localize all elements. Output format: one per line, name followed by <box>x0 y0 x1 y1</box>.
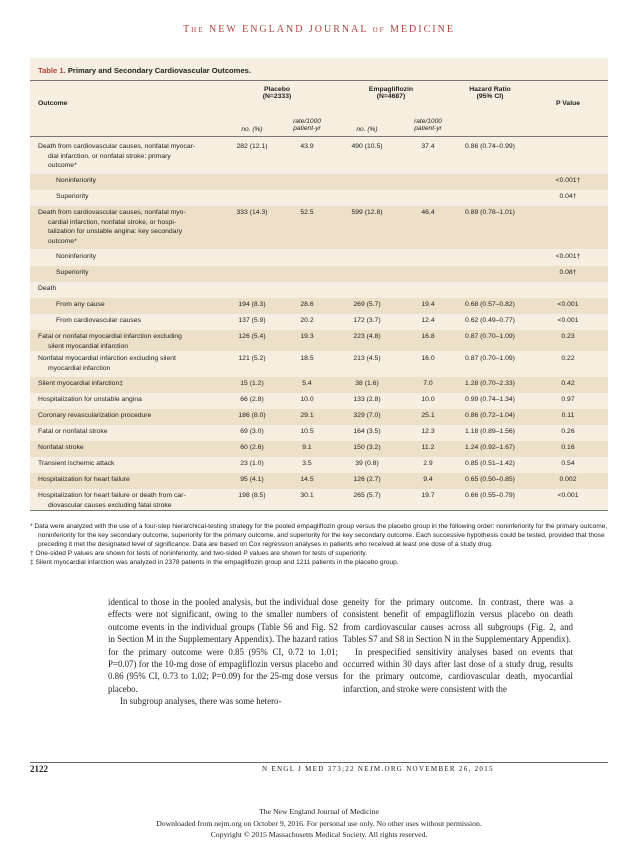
sub-empa-rate: rate/1000 patient-yr <box>414 118 442 132</box>
cell-empa-count: 269 (5.7) <box>353 301 381 308</box>
row-label: From cardiovascular causes <box>56 317 141 324</box>
cell-empa-rate: 7.0 <box>423 380 433 387</box>
cell-placebo-count: 121 (5.2) <box>238 355 266 362</box>
row-label: Death <box>38 285 57 292</box>
cell-hazard-ratio: 0.65 (0.50–0.85) <box>465 476 515 483</box>
cell-placebo-rate: 20.2 <box>300 317 314 324</box>
cell-empa-count: 38 (1.6) <box>355 380 379 387</box>
sub-placebo-no: no. (%) <box>241 126 263 133</box>
cell-hazard-ratio: 0.85 (0.51–1.42) <box>465 460 515 467</box>
cell-placebo-rate: 43.9 <box>300 143 314 150</box>
cell-placebo-count: 15 (1.2) <box>240 380 264 387</box>
table-row <box>30 489 608 510</box>
row-label: Death from cardiovascular causes, nonfatal myocar- dial infarction, or nonfatal stroke: primary outcome* <box>38 143 196 169</box>
table-row <box>30 473 608 489</box>
cell-placebo-count: 186 (8.0) <box>238 412 266 419</box>
cell-empa-count: 329 (7.0) <box>353 412 381 419</box>
cell-p-value: 0.54 <box>561 460 575 467</box>
cell-empa-rate: 16.8 <box>421 333 435 340</box>
body-paragraph: In prespecified sensitivity analyses based on events that occurred within 30 days after last dose of a study drug, results for the primary outcome, cardiovascular death, myocardial infarction, and stroke were consistent with the <box>343 646 573 694</box>
cell-hazard-ratio: 0.62 (0.49–0.77) <box>465 317 515 324</box>
cell-empa-count: 265 (5.7) <box>353 492 381 499</box>
row-label: Nonfatal stroke <box>38 444 84 451</box>
cell-empa-rate: 12.3 <box>421 428 435 435</box>
row-label: Silent myocardial infarction‡ <box>38 380 124 387</box>
notice-download: Downloaded from nejm.org on October 9, 2016. For personal use only. No other uses without permission. <box>156 818 482 828</box>
cell-placebo-rate: 10.5 <box>300 428 314 435</box>
cell-hazard-ratio: 0.86 (0.74–0.99) <box>465 143 515 150</box>
cell-empa-count: 490 (10.5) <box>351 143 383 150</box>
cell-hazard-ratio: 1.28 (0.70–2.33) <box>465 380 515 387</box>
cell-placebo-count: 95 (4.1) <box>240 476 264 483</box>
table-row <box>30 266 608 282</box>
cell-hazard-ratio: 0.66 (0.55–0.79) <box>465 492 515 499</box>
cell-placebo-count: 198 (8.5) <box>238 492 266 499</box>
cell-hazard-ratio: 0.99 (0.74–1.34) <box>465 396 515 403</box>
table-row <box>30 409 608 425</box>
cell-placebo-rate: 28.6 <box>300 301 314 308</box>
cell-empa-count: 223 (4.8) <box>353 333 381 340</box>
cell-hazard-ratio: 1.24 (0.92–1.67) <box>465 444 515 451</box>
cell-placebo-rate: 19.3 <box>300 333 314 340</box>
cell-empa-rate: 10.0 <box>421 396 435 403</box>
row-label: Noninferiority <box>56 253 97 260</box>
table-row <box>30 282 608 298</box>
cell-placebo-count: 66 (2.8) <box>240 396 264 403</box>
journal-header: The NEW ENGLAND JOURNAL of MEDICINE <box>183 24 455 35</box>
footnote-double-dagger: ‡ Silent myocardial infarction was analyzed in 2378 patients in the empagliflozin group and 1211 patients in the placebo group. <box>30 559 399 566</box>
cell-placebo-rate: 10.0 <box>300 396 314 403</box>
row-label: Fatal or nonfatal myocardial infarction excluding silent myocardial infarction <box>38 333 182 350</box>
table-header-rule <box>30 136 608 137</box>
footnote-dagger: † One-sided P values are shown for tests of noninferiority, and two-sided P values are shown for tests of superiority. <box>30 550 368 557</box>
cell-p-value: 0.42 <box>561 380 575 387</box>
row-label: Death from cardiovascular causes, nonfatal myo- cardial infarction, nonfatal stroke, or hospi- talization for unstable angina: key secondary outcome* <box>38 209 186 245</box>
cell-placebo-rate: 9.1 <box>302 444 312 451</box>
cell-placebo-count: 69 (3.0) <box>240 428 264 435</box>
cell-empa-rate: 46.4 <box>421 209 435 216</box>
cell-p-value: 0.11 <box>561 412 575 419</box>
row-label: Hospitalization for unstable angina <box>38 396 142 403</box>
table-title-text: Primary and Secondary Cardiovascular Outcomes. <box>65 66 251 75</box>
table-row <box>30 457 608 473</box>
cell-placebo-rate: 3.5 <box>302 460 312 467</box>
cell-empa-rate: 9.4 <box>423 476 433 483</box>
cell-placebo-count: 137 (5.9) <box>238 317 266 324</box>
cell-hazard-ratio: 0.87 (0.70–1.09) <box>465 333 515 340</box>
table-row <box>30 330 608 351</box>
col-p-value: P Value <box>555 100 581 107</box>
cell-p-value: 0.04† <box>559 193 577 200</box>
cell-placebo-count: 282 (12.1) <box>236 143 268 150</box>
cell-placebo-rate: 52.5 <box>300 209 314 216</box>
cell-empa-rate: 16.0 <box>421 355 435 362</box>
body-paragraph: identical to those in the pooled analysis, but the individual dose effects were not significant, owing to the smaller numbers of outcome events in the individual groups (Table S6 and Fig. S2 in Section M in the Supplementary Appendix). The hazard ratios for the primary outcome were 0.85 (95% CI, 0.72 to 1.01; P=0.07) for the 10-mg dose of empagliflozin versus placebo and 0.86 (95% CI, 0.73 to 1.02; P=0.09) for the 25-mg dose versus placebo. <box>108 597 338 694</box>
cell-placebo-rate: 29.1 <box>300 412 314 419</box>
cell-empa-rate: 11.2 <box>421 444 435 451</box>
table-row <box>30 206 608 249</box>
cell-placebo-count: 60 (2.6) <box>240 444 264 451</box>
row-label: Noninferiority <box>56 177 97 184</box>
row-label: Fatal or nonfatal stroke <box>38 428 108 435</box>
cell-empa-count: 133 (2.8) <box>353 396 381 403</box>
col-empagliflozin: Empagliflozin (N=4687) <box>368 86 414 100</box>
cell-p-value: 0.002 <box>559 476 577 483</box>
table-row <box>30 393 608 409</box>
cell-empa-count: 213 (4.5) <box>353 355 381 362</box>
download-notice <box>0 806 638 841</box>
table-number: Table 1. <box>38 66 66 75</box>
table-row <box>30 377 608 393</box>
cell-placebo-count: 194 (8.3) <box>238 301 266 308</box>
table-top-rule <box>30 80 608 81</box>
cell-hazard-ratio: 0.68 (0.57–0.82) <box>465 301 515 308</box>
cell-p-value: <0.001 <box>557 317 579 324</box>
cell-placebo-count: 126 (5.4) <box>238 333 266 340</box>
cell-hazard-ratio: 0.87 (0.70–1.09) <box>465 355 515 362</box>
cell-empa-count: 150 (3.2) <box>353 444 381 451</box>
table-row <box>30 425 608 441</box>
body-paragraph: geneity for the primary outcome. In contrast, there was a consistent benefit of empagliflozin versus placebo on death from cardiovascular causes across all subgroups (Fig. 2, and Tables S7 and S8 in Section N in the Supplementary Appendix). <box>343 597 573 645</box>
cell-p-value: 0.08† <box>559 269 577 276</box>
cell-placebo-rate: 5.4 <box>302 380 312 387</box>
row-label: Hospitalization for heart failure <box>38 476 130 483</box>
cell-placebo-count: 23 (1.0) <box>240 460 264 467</box>
cell-empa-count: 172 (3.7) <box>353 317 381 324</box>
cell-p-value: 0.22 <box>561 355 575 362</box>
cell-p-value: 0.16 <box>561 444 575 451</box>
row-label: Superiority <box>56 193 89 200</box>
cell-p-value: <0.001 <box>557 301 579 308</box>
cell-placebo-rate: 14.5 <box>300 476 314 483</box>
footnote-star: * Data were analyzed with the use of a four-step hierarchical-testing strategy for the pooled empagliflozin group versus the placebo group in the following order: noninferiority for the primary outcome, noninferiority for the key secondary outcome, superiority for the primary outcome, and superiority for the key secondary outcome. Each successive hypothesis could be tested, provided that those preceding it met the designated level of significance. Data are based on Cox regression analyses in patients who received at least one dose of a study drug. <box>30 523 608 548</box>
cell-placebo-rate: 18.5 <box>300 355 314 362</box>
table-row <box>30 174 608 190</box>
row-label: Nonfatal myocardial infarction excluding silent myocardial infarction <box>38 355 176 372</box>
body-column-left <box>108 596 338 708</box>
row-label: Superiority <box>56 269 89 276</box>
cell-empa-rate: 12.4 <box>421 317 435 324</box>
body-column-right <box>343 596 573 695</box>
page-number: 2122 <box>30 764 48 774</box>
cell-placebo-count: 333 (14.3) <box>236 209 268 216</box>
cell-hazard-ratio: 0.89 (0.78–1.01) <box>465 209 515 216</box>
col-placebo: Placebo (N=2333) <box>262 86 292 100</box>
table-row <box>30 441 608 457</box>
table-row <box>30 250 608 266</box>
cell-empa-count: 39 (0.8) <box>355 460 379 467</box>
table-row <box>30 352 608 373</box>
cell-empa-count: 164 (3.5) <box>353 428 381 435</box>
notice-journal: The New England Journal of Medicine <box>259 807 379 816</box>
footer-rule <box>30 762 608 763</box>
cell-p-value: <0.001 <box>557 492 579 499</box>
cell-p-value: <0.001† <box>555 253 581 260</box>
cell-hazard-ratio: 1.18 (0.89–1.56) <box>465 428 515 435</box>
cell-hazard-ratio: 0.86 (0.72–1.04) <box>465 412 515 419</box>
row-label: From any cause <box>56 301 105 308</box>
sub-empa-no: no. (%) <box>356 126 378 133</box>
cell-p-value: 0.97 <box>561 396 575 403</box>
table-row <box>30 140 608 173</box>
table-bottom-rule <box>30 510 608 511</box>
col-hazard-ratio: Hazard Ratio (95% CI) <box>469 86 511 100</box>
cell-placebo-rate: 30.1 <box>300 492 314 499</box>
row-label: Hospitalization for heart failure or death from car- diovascular causes excluding fatal stroke <box>38 492 186 509</box>
row-label: Coronary revascularization procedure <box>38 412 152 419</box>
table-footnotes <box>30 522 608 567</box>
cell-empa-rate: 19.7 <box>421 492 435 499</box>
table-title <box>38 66 251 75</box>
body-paragraph: In subgroup analyses, there was some hetero- <box>120 696 282 707</box>
col-outcome: Outcome <box>38 100 68 107</box>
notice-copyright: Copyright © 2015 Massachusetts Medical Society. All rights reserved. <box>210 830 428 839</box>
table-row <box>30 298 608 314</box>
cell-empa-rate: 37.4 <box>421 143 435 150</box>
sub-placebo-rate: rate/1000 patient-yr <box>293 118 321 132</box>
cell-empa-rate: 2.9 <box>423 460 433 467</box>
cell-empa-rate: 25.1 <box>421 412 435 419</box>
cell-empa-rate: 19.4 <box>421 301 435 308</box>
row-label: Transient ischemic attack <box>38 460 115 467</box>
cell-p-value: 0.23 <box>561 333 575 340</box>
cell-empa-count: 126 (2.7) <box>353 476 381 483</box>
cell-empa-count: 599 (12.8) <box>351 209 383 216</box>
cell-p-value: <0.001† <box>555 177 581 184</box>
footer-citation: N ENGL J MED 373;22 NEJM.ORG NOVEMBER 26, 2015 <box>262 765 494 773</box>
table-row <box>30 190 608 206</box>
cell-p-value: 0.26 <box>561 428 575 435</box>
table-row <box>30 314 608 330</box>
